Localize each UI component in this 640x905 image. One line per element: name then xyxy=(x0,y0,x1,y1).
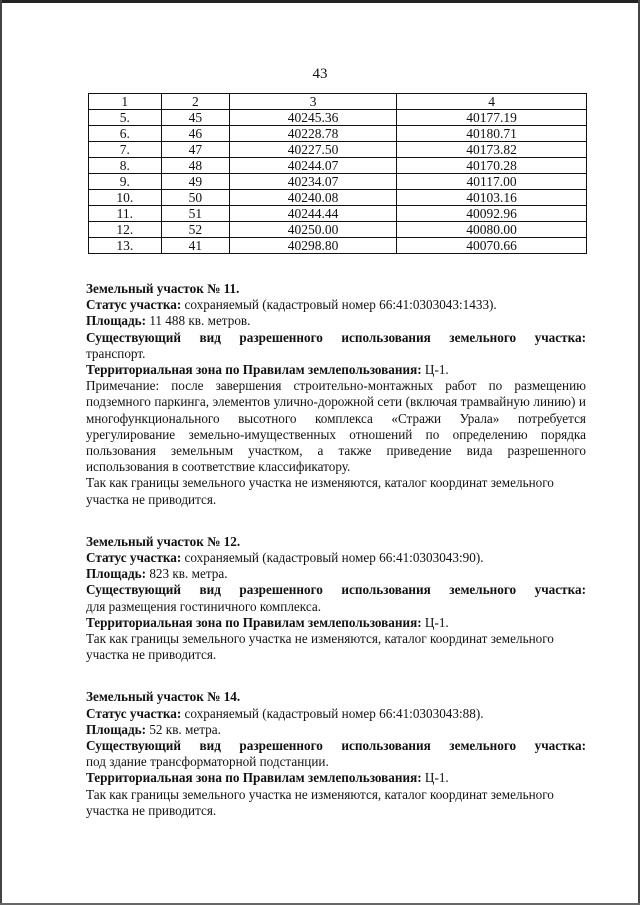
use-label: Существующий вид разрешенного использования земельного участка: xyxy=(86,738,586,754)
section-gap xyxy=(86,508,586,534)
status-label: Статус участка: xyxy=(86,550,182,566)
area-label: Площадь: xyxy=(86,566,147,582)
table-row xyxy=(89,190,587,206)
status-value: сохраняемый (кадастровый номер 66:41:0303043:90). xyxy=(181,550,484,566)
scan-border-top xyxy=(0,0,640,3)
area-line xyxy=(86,722,586,738)
table-header-cell: 1 xyxy=(89,94,162,110)
table-row xyxy=(89,142,587,158)
area-value: 11 488 кв. метров. xyxy=(146,313,251,329)
table-cell: 40234.07 xyxy=(230,174,397,190)
area-label: Площадь: xyxy=(86,313,147,329)
area-line xyxy=(86,313,586,329)
table-cell: 40244.07 xyxy=(230,158,397,174)
table-row xyxy=(89,206,587,222)
zone-value: Ц-1. xyxy=(421,770,449,786)
table-cell: 10. xyxy=(89,190,162,206)
table-cell: 40228.78 xyxy=(230,126,397,142)
use-value: для размещения гостиничного комплекса. xyxy=(86,598,322,614)
table-cell: 5. xyxy=(89,110,162,126)
table-row xyxy=(89,158,587,174)
status-label: Статус участка: xyxy=(86,705,182,721)
zone-line xyxy=(86,770,586,786)
table-cell: 6. xyxy=(89,126,162,142)
status-value: сохраняемый (кадастровый номер 66:41:0303043:88). xyxy=(181,705,484,721)
area-value: 823 кв. метра. xyxy=(146,566,228,582)
scan-border-left xyxy=(0,0,2,905)
table-cell: 13. xyxy=(89,238,162,254)
table-cell: 49 xyxy=(161,174,230,190)
table-cell: 40298.80 xyxy=(230,238,397,254)
section-title: Земельный участок № 11. xyxy=(86,281,240,296)
section-title: Земельный участок № 12. xyxy=(86,533,241,549)
table-cell: 52 xyxy=(161,222,230,238)
use-value: транспорт. xyxy=(86,345,146,361)
closing-paragraph: Так как границы земельного участка не изменяются, каталог координат земельного участка не приводится. xyxy=(86,631,554,663)
table-cell: 40244.44 xyxy=(230,206,397,222)
section-gap xyxy=(86,663,586,689)
zone-value: Ц-1. xyxy=(421,362,449,378)
note-paragraph: Примечание: после завершения строительно-монтажных работ по размещению подземного паркинга, элементов улично-дорожной сети (включая трамвайную линию) и многофункционального высотного комплекса «Стражи Урала» потребуется урегулирование земельно-имущественных отношений по определению порядка пользования земельным участком, а также приведение вида разрешенного использования в соответствие классификатору. xyxy=(86,378,586,475)
table-cell: 40240.08 xyxy=(230,190,397,206)
table-row xyxy=(89,126,587,142)
zone-line xyxy=(86,362,586,378)
table-cell: 51 xyxy=(161,206,230,222)
use-label: Существующий вид разрешенного использования земельного участка: xyxy=(86,329,586,345)
table-cell: 45 xyxy=(161,110,230,126)
use-label: Существующий вид разрешенного использования земельного участка: xyxy=(86,582,586,598)
use-value: под здание трансформаторной подстанции. xyxy=(86,754,329,770)
table-cell: 40080.00 xyxy=(397,222,587,238)
zone-value: Ц-1. xyxy=(421,614,449,630)
table-header-cell: 4 xyxy=(397,94,587,110)
area-value: 52 кв. метра. xyxy=(146,721,221,737)
table-cell: 40227.50 xyxy=(230,142,397,158)
coordinates-table xyxy=(88,93,587,254)
table-cell: 40245.36 xyxy=(230,110,397,126)
zone-line xyxy=(86,615,586,631)
status-line xyxy=(86,706,586,722)
table-cell: 40170.28 xyxy=(397,158,587,174)
table-cell: 12. xyxy=(89,222,162,238)
table-cell: 40173.82 xyxy=(397,142,587,158)
closing-paragraph: Так как границы земельного участка не изменяются, каталог координат земельного участка не приводится. xyxy=(86,475,554,507)
table-cell: 9. xyxy=(89,174,162,190)
page-number: 43 xyxy=(312,66,328,82)
table-cell: 48 xyxy=(161,158,230,174)
area-line xyxy=(86,566,586,582)
table-header-row xyxy=(89,94,587,110)
table-cell: 47 xyxy=(161,142,230,158)
table-row xyxy=(89,238,587,254)
land-plot-sections xyxy=(86,281,586,819)
status-value: сохраняемый (кадастровый номер 66:41:0303043:1433). xyxy=(181,297,497,313)
status-line xyxy=(86,297,586,313)
closing-paragraph: Так как границы земельного участка не изменяются, каталог координат земельного участка не приводится. xyxy=(86,786,554,818)
table-cell: 8. xyxy=(89,158,162,174)
table-header-cell: 3 xyxy=(230,94,397,110)
table-cell: 40070.66 xyxy=(397,238,587,254)
land-plot-section-14 xyxy=(86,689,586,819)
table-cell: 40117.00 xyxy=(397,174,587,190)
land-plot-section-11 xyxy=(86,281,586,508)
table-cell: 40103.16 xyxy=(397,190,587,206)
table-row xyxy=(89,110,587,126)
zone-label: Территориальная зона по Правилам землепользования: xyxy=(86,362,422,378)
area-label: Площадь: xyxy=(86,721,147,737)
section-title: Земельный участок № 14. xyxy=(86,689,241,705)
table-cell: 11. xyxy=(89,206,162,222)
table-cell: 50 xyxy=(161,190,230,206)
table-cell: 41 xyxy=(161,238,230,254)
table-cell: 46 xyxy=(161,126,230,142)
status-label: Статус участка: xyxy=(86,297,182,313)
table-header-cell: 2 xyxy=(161,94,230,110)
land-plot-section-12 xyxy=(86,534,586,664)
table-cell: 7. xyxy=(89,142,162,158)
table-row xyxy=(89,174,587,190)
zone-label: Территориальная зона по Правилам землепользования: xyxy=(86,770,422,786)
status-line xyxy=(86,550,586,566)
zone-label: Территориальная зона по Правилам землепользования: xyxy=(86,614,422,630)
table-cell: 40092.96 xyxy=(397,206,587,222)
table-row xyxy=(89,222,587,238)
table-cell: 40250.00 xyxy=(230,222,397,238)
table-cell: 40180.71 xyxy=(397,126,587,142)
table-cell: 40177.19 xyxy=(397,110,587,126)
